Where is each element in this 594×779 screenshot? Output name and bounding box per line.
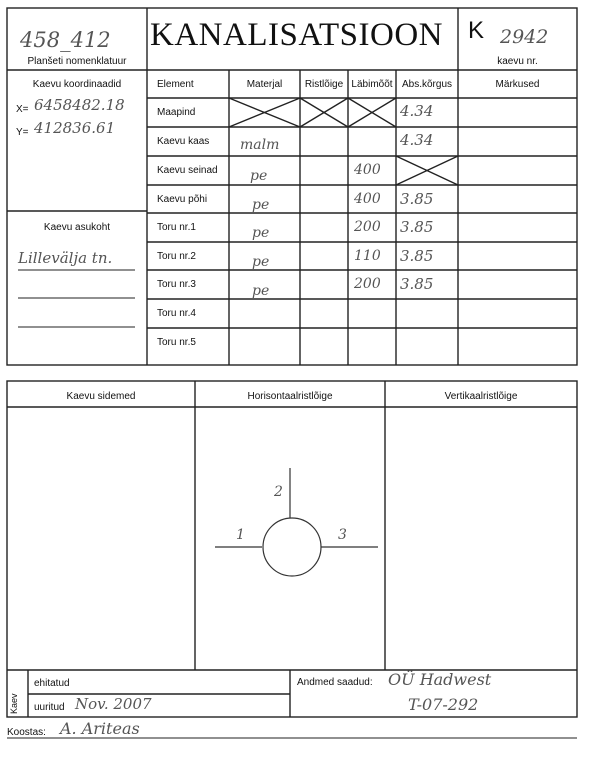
coord-y-prefix: Y= <box>16 127 29 138</box>
col-header-ristloige: Ristlõige <box>304 79 344 90</box>
col-header-element: Element <box>157 79 194 90</box>
coord-y-value: 412836.61 <box>34 119 116 137</box>
andmed-value-source: OÜ Hadwest <box>388 670 492 689</box>
col-header-abs-korgus: Abs.kõrgus <box>401 79 453 90</box>
row-element-kaevu-seinad: Kaevu seinad <box>157 165 218 176</box>
andmed-value-code: T-07-292 <box>408 695 479 714</box>
col-header-markused: Märkused <box>495 79 540 90</box>
pipe-3-number: 3 <box>338 527 347 543</box>
row-element-toru-1: Toru nr.1 <box>157 222 196 233</box>
row-abs-toru-3: 3.85 <box>400 275 434 293</box>
row-materjal-kaevu-seinad: pe <box>250 168 268 184</box>
row-element-kaevu-kaas: Kaevu kaas <box>157 136 210 147</box>
row-abs-toru-1: 3.85 <box>400 218 434 236</box>
row-element-toru-2: Toru nr.2 <box>157 251 196 262</box>
row-abs-toru-2: 3.85 <box>400 247 434 265</box>
row-element-kaevu-pohi: Kaevu põhi <box>157 194 208 205</box>
row-labimoot-toru-2: 110 <box>354 248 381 264</box>
coord-x-value: 6458482.18 <box>34 96 125 114</box>
andmed-label: Andmed saadud: <box>297 677 373 688</box>
well-circle <box>263 518 321 576</box>
row-labimoot-toru-3: 200 <box>354 276 381 292</box>
row-materjal-toru-1: pe <box>252 225 270 241</box>
section-horisontaal-label: Horisontaalristlõige <box>247 391 333 402</box>
row-abs-maapind: 4.34 <box>400 102 434 120</box>
row-abs-kaevu-kaas: 4.34 <box>400 131 434 149</box>
row-labimoot-toru-1: 200 <box>354 219 381 235</box>
row-materjal-kaevu-kaas: malm <box>240 137 280 153</box>
section-sidemed-label: Kaevu sidemed <box>66 391 136 402</box>
row-labimoot-kaevu-seinad: 400 <box>354 162 381 178</box>
uuritud-label: uuritud <box>34 702 65 713</box>
row-element-maapind: Maapind <box>157 107 196 118</box>
well-number: 2942 <box>500 26 549 48</box>
row-element-toru-5: Toru nr.5 <box>157 337 196 348</box>
section-vertikaal-label: Vertikaalristlõige <box>444 391 518 402</box>
row-labimoot-kaevu-pohi: 400 <box>354 191 381 207</box>
nomenclature-label: Planšeti nomenklatuur <box>27 56 127 67</box>
koostas-value: A. Ariteas <box>60 719 140 738</box>
kaev-label: Kaev <box>9 693 19 714</box>
well-prefix: K <box>468 17 485 44</box>
row-materjal-toru-2: pe <box>252 254 270 270</box>
row-materjal-toru-3: pe <box>252 283 270 299</box>
location-label: Kaevu asukoht <box>43 222 111 233</box>
pipe-1-number: 1 <box>236 527 245 543</box>
uuritud-value: Nov. 2007 <box>75 695 152 713</box>
coords-label: Kaevu koordinaadid <box>32 79 122 90</box>
col-header-labimoot: Läbimõõt <box>351 79 393 90</box>
ehitatud-label: ehitatud <box>34 678 70 689</box>
col-header-materjal: Materjal <box>246 79 283 90</box>
row-materjal-kaevu-pohi: pe <box>252 197 270 213</box>
row-element-toru-3: Toru nr.3 <box>157 279 196 290</box>
row-abs-kaevu-pohi: 3.85 <box>400 190 434 208</box>
row-element-toru-4: Toru nr.4 <box>157 308 196 319</box>
coord-x-prefix: X= <box>16 104 29 115</box>
koostas-label: Koostas: <box>7 727 46 738</box>
location-value: Lillevälja tn. <box>18 249 113 267</box>
page-title: KANALISATSIOON <box>150 17 443 53</box>
pipe-2-number: 2 <box>274 484 283 500</box>
nomenclature-value: 458_412 <box>20 28 111 52</box>
well-number-label: kaevu nr. <box>497 56 538 67</box>
